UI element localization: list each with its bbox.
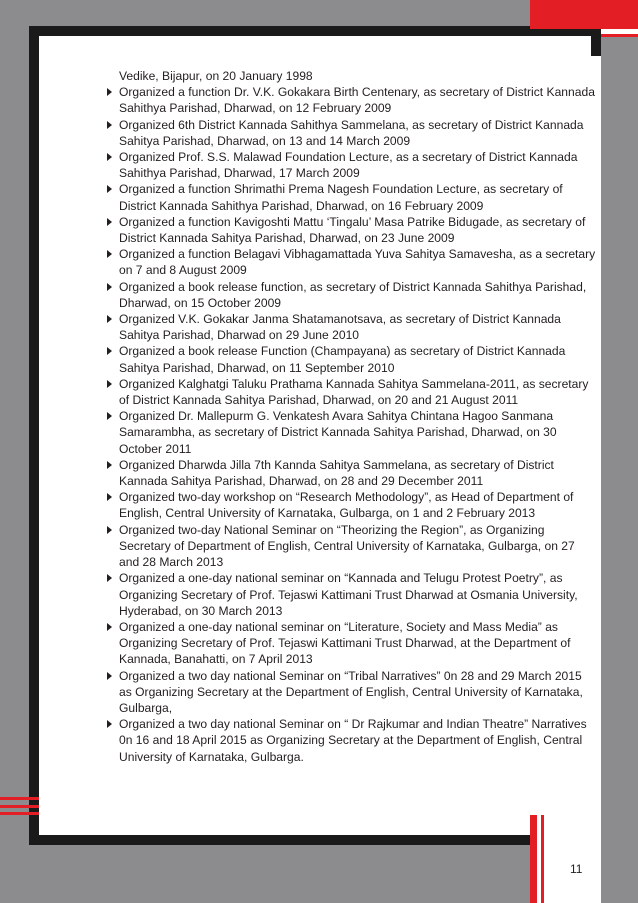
list-item: Organized a one-day national seminar on “Literature, Society and Mass Media” as Organizing Secretary of Prof. Tejaswi Kattimani Trust Dharwad, at the Department of Kannada, Banahatti, on 7 April 2013 <box>106 619 596 668</box>
triangle-bullet-icon <box>107 250 112 258</box>
list-item: Organized a function Kavigoshti Mattu ‘Tingalu’ Masa Patrike Bidugade, as secretary of District Kannada Sahitya Parishad, Dharwad, on 23 June 2009 <box>106 214 596 246</box>
list-item: Organized 6th District Kannada Sahithya Sammelana, as secretary of District Kannada Sahitya Parishad, Dharwad, on 13 and 14 March 2009 <box>106 117 596 149</box>
organized-events-list <box>106 84 596 765</box>
triangle-bullet-icon <box>107 283 112 291</box>
gray-frame-left <box>0 0 29 903</box>
red-bar-bottom-1 <box>530 815 537 903</box>
gray-frame-right <box>601 36 638 903</box>
triangle-bullet-icon <box>107 347 112 355</box>
triangle-bullet-icon <box>107 121 112 129</box>
list-item: Organized a one-day national seminar on “Kannada and Telugu Protest Poetry”, as Organizing Secretary of Prof. Tejaswi Kattimani Trust Dharwad at Osmania University, Hyderabad, on 30 March 2013 <box>106 570 596 619</box>
red-stripe-left-2 <box>0 805 39 808</box>
list-item: Organized two-day National Seminar on “Theorizing the Region”, as Organizing Secretary of Department of English, Central University of Karnataka, Gulbarga, on 27 and 28 March 2013 <box>106 522 596 571</box>
triangle-bullet-icon <box>107 493 112 501</box>
list-item: Organized a function Shrimathi Prema Nagesh Foundation Lecture, as secretary of District Kannada Sahithya Parishad, Dharwad, on 16 February 2009 <box>106 181 596 213</box>
list-item: Organized two-day workshop on “Research Methodology”, as Head of Department of English, Central University of Karnataka, Gulbarga, on 1 and 2 February 2013 <box>106 489 596 521</box>
triangle-bullet-icon <box>107 88 112 96</box>
triangle-bullet-icon <box>107 153 112 161</box>
triangle-bullet-icon <box>107 720 112 728</box>
page-number: 11 <box>570 862 583 876</box>
gray-frame-bottom <box>0 845 530 903</box>
triangle-bullet-icon <box>107 315 112 323</box>
red-stripe-top-right-1 <box>530 26 638 29</box>
triangle-bullet-icon <box>107 574 112 582</box>
gray-frame-top <box>0 0 530 26</box>
red-block-top-right <box>530 0 638 26</box>
black-frame-top <box>29 26 601 36</box>
triangle-bullet-icon <box>107 672 112 680</box>
achievements-list-section <box>106 68 596 765</box>
list-item: Organized Prof. S.S. Malawad Foundation Lecture, as a secretary of District Kannada Sahithya Parishad, Dharwad, 17 March 2009 <box>106 149 596 181</box>
black-frame-bottom <box>29 835 530 845</box>
continued-item-text: Vedike, Bijapur, on 20 January 1998 <box>119 69 313 83</box>
triangle-bullet-icon <box>107 526 112 534</box>
red-stripe-top-right-2 <box>601 34 638 37</box>
list-item: Organized a book release Function (Champayana) as secretary of District Kannada Sahitya Parishad, Dharwad, on 11 September 2010 <box>106 343 596 375</box>
list-item: Organized a function Dr. V.K. Gokakara Birth Centenary, as secretary of District Kannada Sahithya Parishad, Dharwad, on 12 February 2009 <box>106 84 596 116</box>
triangle-bullet-icon <box>107 218 112 226</box>
triangle-bullet-icon <box>107 461 112 469</box>
triangle-bullet-icon <box>107 185 112 193</box>
list-item: Organized a function Belagavi Vibhagamattada Yuva Sahitya Samavesha, as a secretary on 7 and 8 August 2009 <box>106 246 596 278</box>
triangle-bullet-icon <box>107 380 112 388</box>
list-item: Organized a book release function, as secretary of District Kannada Sahithya Parishad, Dharwad, on 15 October 2009 <box>106 279 596 311</box>
list-item: Organized a two day national Seminar on “Tribal Narratives” 0n 28 and 29 March 2015 as Organizing Secretary at the Department of English, Central University of Karnataka, Gulbarga, <box>106 668 596 717</box>
black-frame-right <box>591 26 601 56</box>
triangle-bullet-icon <box>107 412 112 420</box>
list-item: Organized Dr. Mallepurm G. Venkatesh Avara Sahitya Chintana Hagoo Sanmana Samarambha, as secretary of District Kannada Sahitya Parishad, Dharwad, on 30 October 2011 <box>106 408 596 457</box>
black-frame-left <box>29 26 39 845</box>
list-item: Organized V.K. Gokakar Janma Shatamanotsava, as secretary of District Kannada Sahitya Parishad, Dharwad on 29 June 2010 <box>106 311 596 343</box>
triangle-bullet-icon <box>107 623 112 631</box>
red-stripe-left-3 <box>0 812 39 815</box>
red-stripe-left-1 <box>0 797 39 800</box>
red-bar-bottom-2 <box>541 815 544 903</box>
list-item: Organized Dharwda Jilla 7th Kannda Sahitya Sammelana, as secretary of District Kannada Sahitya Parishad, Dharwad, on 28 and 29 December 2011 <box>106 457 596 489</box>
list-item: Organized Kalghatgi Taluku Prathama Kannada Sahitya Sammelana-2011, as secretary of District Kannada Sahitya Parishad, Dharwad, on 20 and 21 August 2011 <box>106 376 596 408</box>
list-item: Organized a two day national Seminar on “ Dr Rajkumar and Indian Theatre” Narratives 0n 16 and 18 April 2015 as Organizing Secretary at the Department of English, Central University of Karnataka, Gulbarga. <box>106 716 596 765</box>
